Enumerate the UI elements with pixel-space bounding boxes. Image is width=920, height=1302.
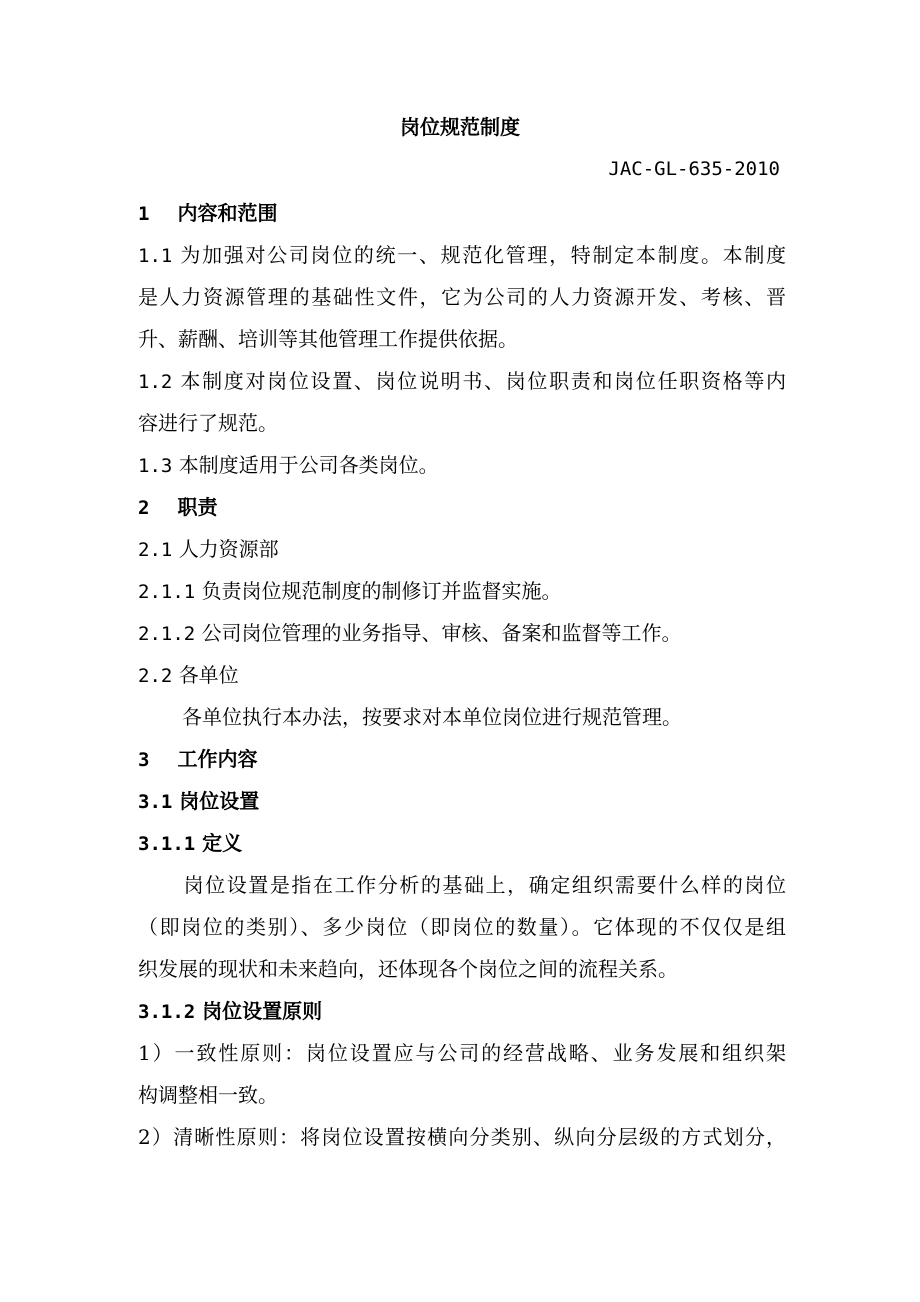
paragraph-line [138,654,786,696]
paragraph-text: 升、薪酬、培训等其他管理工作提供依据。 [138,327,518,351]
document-body [138,192,786,1158]
section-number: 2 [138,497,150,519]
section-number: 3.1.1 [138,833,196,855]
section-number: 3.1 [138,791,173,813]
paragraph-line [138,948,786,990]
clause-number: 2.1 [138,539,173,561]
paragraph-text: 本制度适用于公司各类岗位。 [178,453,439,477]
paragraph-line [138,234,786,276]
paragraph-text: 为加强对公司岗位的统一、规范化管理，特制定本制度。本制度 [180,243,787,267]
paragraph-text: 织发展的现状和未来趋向，还体现各个岗位之间的流程关系。 [138,957,678,981]
paragraph-line [138,612,786,654]
paragraph-line [138,570,786,612]
section-title: 内容和范围 [177,201,278,225]
section-title: 岗位设置原则 [202,999,323,1023]
paragraph-line [138,402,786,444]
section-number: 1 [138,203,150,225]
paragraph-line [138,1032,786,1074]
clause-number: 1.2 [138,371,173,393]
section-number: 3 [138,749,150,771]
document-code: JAC-GL-635-2010 [608,158,780,180]
paragraph-text: 本制度对岗位设置、岗位说明书、岗位职责和岗位任职资格等内 [180,369,787,393]
subsection-heading [138,990,786,1032]
clause-number: 1.3 [138,455,173,477]
paragraph-text: 岗位设置是指在工作分析的基础上，确定组织需要什么样的岗位 [182,873,786,897]
paragraph-line [138,318,786,360]
section-title: 职责 [177,495,218,519]
paragraph-text: 负责岗位规范制度的制修订并监督实施。 [201,579,562,603]
subsection-heading [138,822,786,864]
paragraph-text: 各单位 [178,663,239,687]
paragraph-line [138,1116,786,1158]
paragraph-text: 人力资源部 [178,537,279,561]
paragraph-line [138,864,786,906]
paragraph-text: 是人力资源管理的基础性文件，它为公司的人力资源开发、考核、晋 [138,285,786,309]
paragraph-text: 各单位执行本办法，按要求对本单位岗位进行规范管理。 [182,705,682,729]
clause-number: 1.1 [138,245,173,267]
paragraph-line [138,1074,786,1116]
paragraph-text: 1）一致性原则：岗位设置应与公司的经营战略、业务发展和组织架 [138,1041,786,1065]
section-title: 工作内容 [177,747,258,771]
paragraph-line [138,444,786,486]
paragraph-line [138,906,786,948]
section-title: 定义 [202,831,243,855]
paragraph-line [138,276,786,318]
paragraph-text: 公司岗位管理的业务指导、审核、备案和监督等工作。 [201,621,682,645]
paragraph-text: 容进行了规范。 [138,411,278,435]
section-number: 3.1.2 [138,1001,196,1023]
subsection-heading [138,780,786,822]
paragraph-line [138,528,786,570]
paragraph-text: （即岗位的类别）、多少岗位（即岗位的数量）。它体现的不仅仅是组 [138,915,786,939]
clause-number: 2.2 [138,665,173,687]
paragraph-text: 构调整相一致。 [138,1083,278,1107]
section-title: 岗位设置 [179,789,260,813]
paragraph-line [138,360,786,402]
section-heading-1 [138,192,786,234]
clause-number: 2.1.1 [138,581,196,603]
paragraph-line [138,696,786,738]
clause-number: 2.1.2 [138,623,196,645]
paragraph-text: 2）清晰性原则：将岗位设置按横向分类别、纵向分层级的方式划分， [138,1125,786,1149]
document-title: 岗位规范制度 [400,115,520,139]
section-heading-3 [138,738,786,780]
section-heading-2 [138,486,786,528]
